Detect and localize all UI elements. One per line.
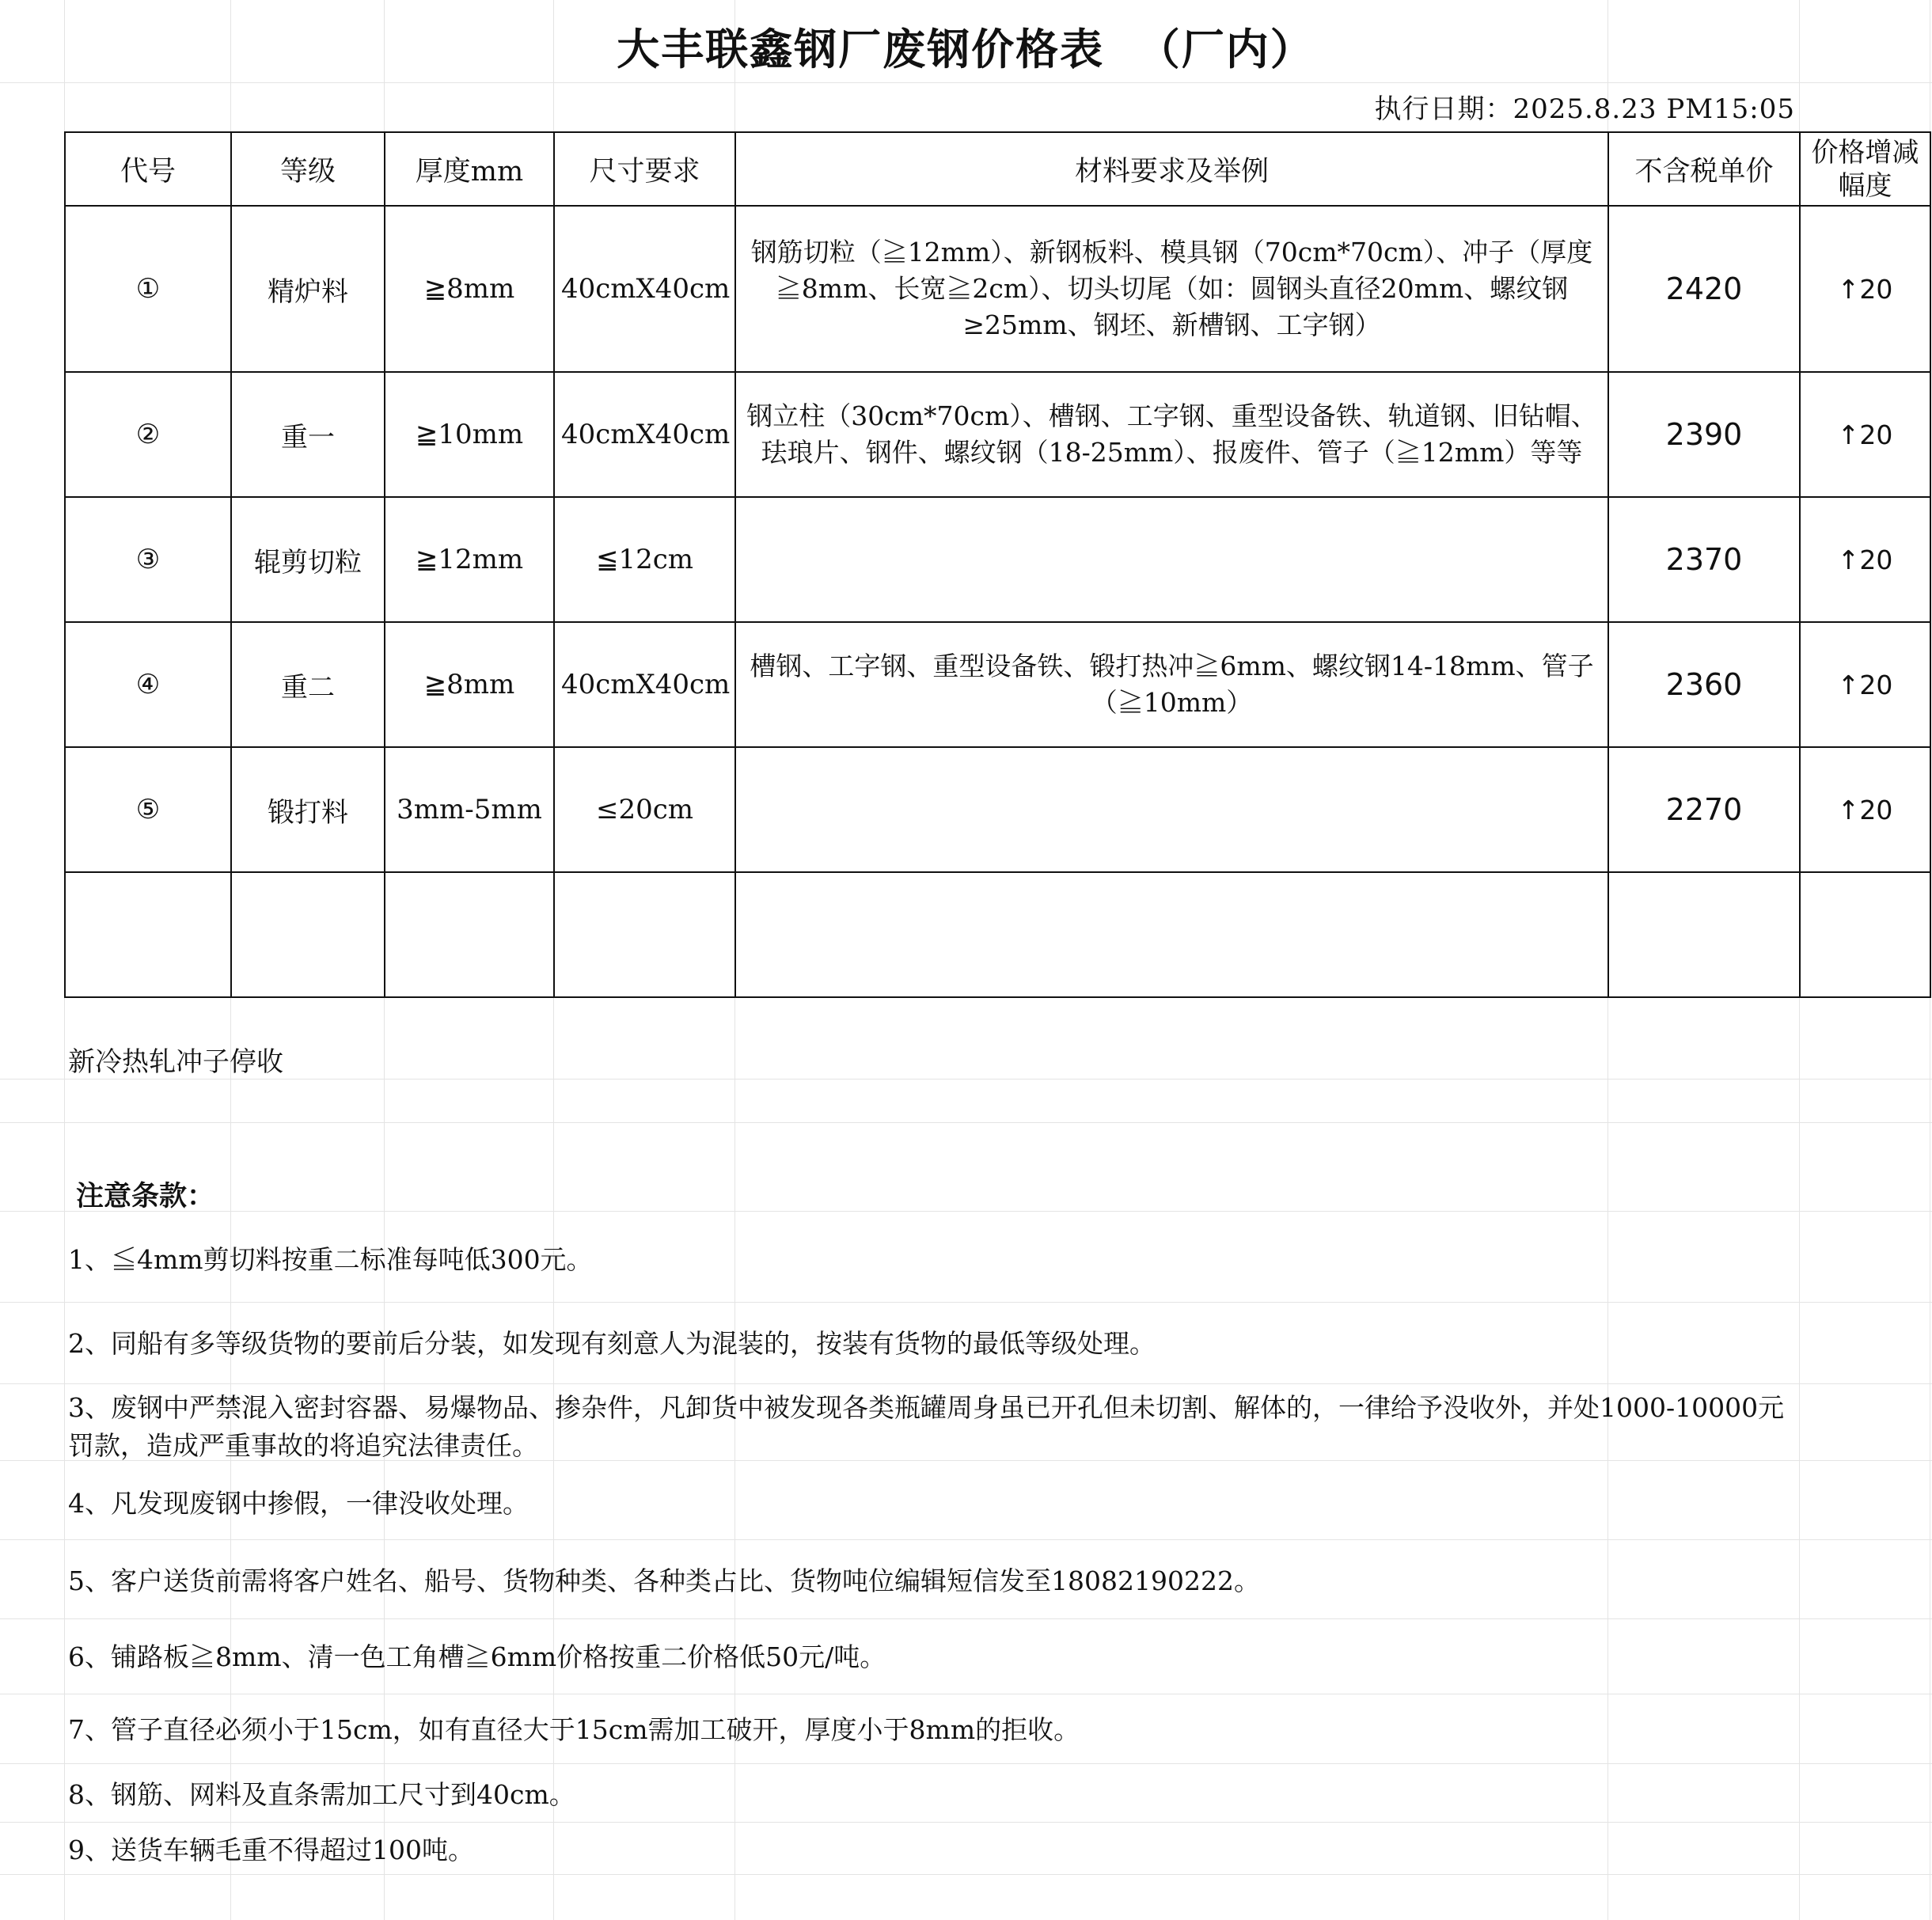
- cell-size: ≦12cm: [554, 497, 735, 622]
- clause-6: 6、铺路板≧8mm、清一色工角槽≧6mm价格按重二价格低50元/吨。: [68, 1641, 886, 1672]
- clause-3: 3、废钢中严禁混入密封容器、易爆物品、掺杂件，凡卸货中被发现各类瓶罐周身虽已开孔但未切割、解体的，一律给予没收外，并处1000-10000元罚款，造成严重事故的将追究法律责任。: [68, 1392, 1785, 1461]
- cell-change: ↑20: [1800, 206, 1930, 372]
- gridline: [0, 1383, 1932, 1384]
- cell-size: [554, 872, 735, 997]
- cell-material: [735, 747, 1608, 872]
- gridline: [0, 1822, 1932, 1823]
- gridline: [0, 1618, 1932, 1619]
- header-code: 代号: [65, 132, 231, 206]
- clause-7: 7、管子直径必须小于15cm，如有直径大于15cm需加工破开，厚度小于8mm的拒收。: [68, 1714, 1080, 1745]
- cell-price: [1608, 872, 1800, 997]
- cell-size: 40cmX40cm: [554, 372, 735, 497]
- cell-change: [1800, 872, 1930, 997]
- clause-4: 4、凡发现废钢中掺假，一律没收处理。: [68, 1488, 529, 1519]
- cell-change: ↑20: [1800, 497, 1930, 622]
- price-table: [64, 131, 1931, 998]
- header-material: 材料要求及举例: [735, 132, 1608, 206]
- gridline: [0, 1211, 1932, 1212]
- cell-material: 钢筋切粒（≧12mm）、新钢板料、模具钢（70cm*70cm）、冲子（厚度≧8mm、长宽≧2cm）、切头切尾（如：圆钢头直径20mm、螺纹钢≥25mm、钢坯、新槽钢、工字钢）: [735, 206, 1608, 372]
- cell-thickness: [385, 872, 554, 997]
- cell-thickness: 3mm-5mm: [385, 747, 554, 872]
- cell-thickness: ≧12mm: [385, 497, 554, 622]
- effective-date: 执行日期：2025.8.23 PM15:05: [1374, 93, 1795, 125]
- cell-grade: 重二: [231, 622, 385, 747]
- page-title: 大丰联鑫钢厂废钢价格表 （厂内）: [617, 24, 1315, 74]
- clause-5: 5、客户送货前需将客户姓名、船号、货物种类、各种类占比、货物吨位编辑短信发至18082190222。: [68, 1565, 1260, 1596]
- gridline: [0, 82, 1932, 83]
- cell-material: 槽钢、工字钢、重型设备铁、锻打热冲≧6mm、螺纹钢14-18mm、管子（≧10mm）: [735, 622, 1608, 747]
- gridline: [0, 1874, 1932, 1875]
- cell-size: 40cmX40cm: [554, 622, 735, 747]
- gridline: [0, 1302, 1932, 1303]
- table-row: [65, 747, 1930, 872]
- gridline: [0, 1763, 1932, 1764]
- table-row: [65, 622, 1930, 747]
- cell-size: 40cmX40cm: [554, 206, 735, 372]
- cell-material: [735, 872, 1608, 997]
- cell-material: [735, 497, 1608, 622]
- clause-2: 2、同船有多等级货物的要前后分装，如发现有刻意人为混装的，按装有货物的最低等级处理。: [68, 1328, 1156, 1359]
- table-row-empty: [65, 872, 1930, 997]
- clause-1: 1、≦4mm剪切料按重二标准每吨低300元。: [68, 1244, 593, 1275]
- header-thickness: 厚度mm: [385, 132, 554, 206]
- table-row: [65, 497, 1930, 622]
- cell-price: 2390: [1608, 372, 1800, 497]
- cell-size: ≤20cm: [554, 747, 735, 872]
- stop-notice: 新冷热轧冲子停收: [68, 1046, 283, 1078]
- cell-thickness: ≧8mm: [385, 622, 554, 747]
- cell-change: ↑20: [1800, 372, 1930, 497]
- cell-grade: [231, 872, 385, 997]
- header-size: 尺寸要求: [554, 132, 735, 206]
- clause-9: 9、送货车辆毛重不得超过100吨。: [68, 1835, 474, 1865]
- header-grade: 等级: [231, 132, 385, 206]
- cell-price: 2420: [1608, 206, 1800, 372]
- cell-code: ③: [65, 497, 231, 622]
- gridline: [0, 1539, 1932, 1540]
- cell-price: 2360: [1608, 622, 1800, 747]
- cell-change: ↑20: [1800, 622, 1930, 747]
- cell-grade: 重一: [231, 372, 385, 497]
- cell-thickness: ≧10mm: [385, 372, 554, 497]
- cell-thickness: ≧8mm: [385, 206, 554, 372]
- cell-code: [65, 872, 231, 997]
- clause-8: 8、钢筋、网料及直条需加工尺寸到40cm。: [68, 1779, 575, 1810]
- cell-change: ↑20: [1800, 747, 1930, 872]
- cell-code: ①: [65, 206, 231, 372]
- cell-code: ②: [65, 372, 231, 497]
- cell-grade: 精炉料: [231, 206, 385, 372]
- table-row: [65, 372, 1930, 497]
- cell-price: 2270: [1608, 747, 1800, 872]
- header-price: 不含税单价: [1608, 132, 1800, 206]
- cell-price: 2370: [1608, 497, 1800, 622]
- table-header-row: [65, 132, 1930, 206]
- cell-grade: 锻打料: [231, 747, 385, 872]
- table-row: [65, 206, 1930, 372]
- cell-code: ⑤: [65, 747, 231, 872]
- notice-title: 注意条款：: [76, 1180, 215, 1212]
- gridline: [0, 1122, 1932, 1123]
- header-change: 价格增减幅度: [1800, 132, 1930, 206]
- gridline: [0, 1079, 1932, 1080]
- cell-grade: 辊剪切粒: [231, 497, 385, 622]
- cell-code: ④: [65, 622, 231, 747]
- cell-material: 钢立柱（30cm*70cm）、槽钢、工字钢、重型设备铁、轨道钢、旧钻帽、珐琅片、钢件、螺纹钢（18-25mm）、报废件、管子（≧12mm）等等: [735, 372, 1608, 497]
